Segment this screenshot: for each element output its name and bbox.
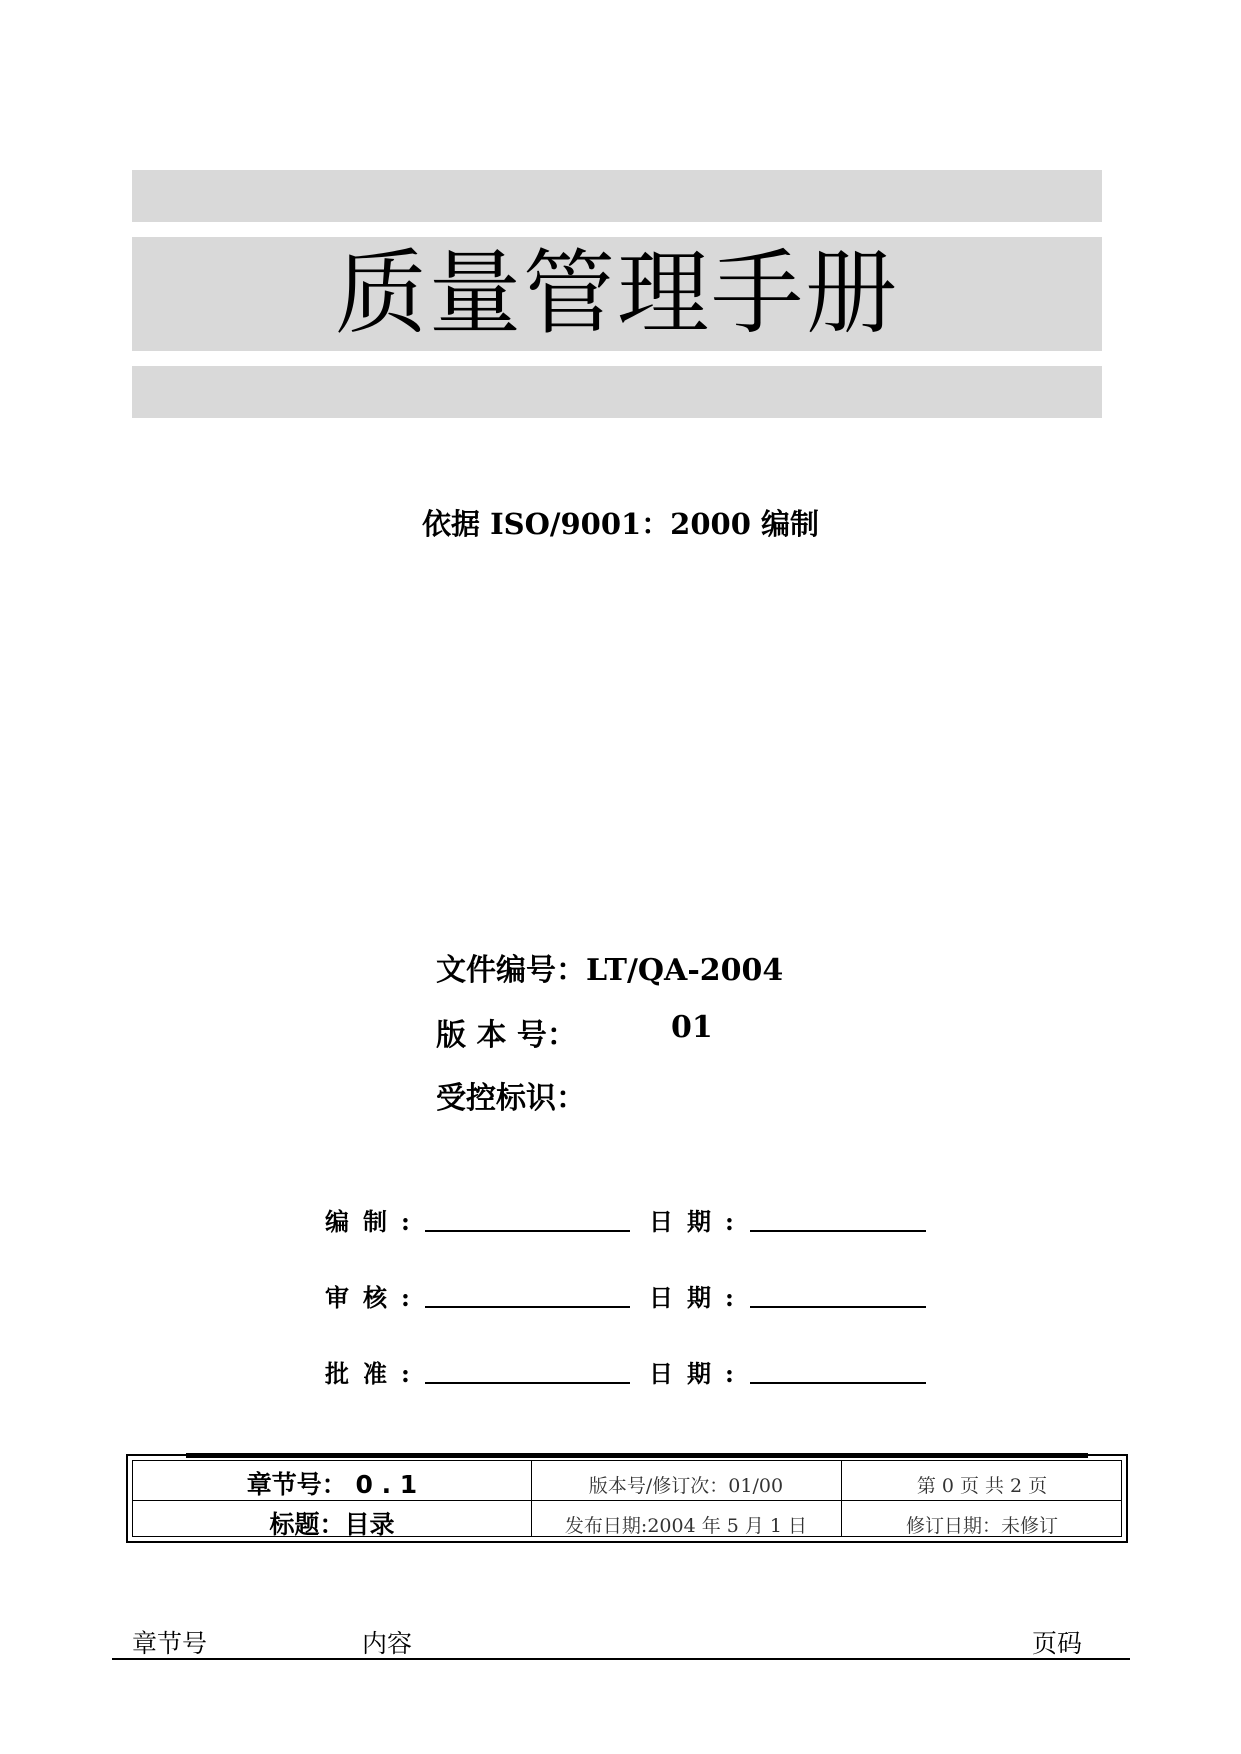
reviewed-line	[425, 1306, 630, 1308]
title-band	[132, 237, 1102, 351]
standard-basis: 依据 ISO/9001：2000 编制	[422, 507, 819, 541]
header-table	[126, 1454, 1128, 1543]
chapter-number: 章节号： 0 . 1	[246, 1470, 418, 1499]
document-title: 质量管理手册	[334, 240, 899, 347]
reviewed-date-label: 日期:	[649, 1283, 748, 1312]
approved-line	[425, 1382, 630, 1384]
signature-row-prepared	[325, 1198, 945, 1238]
issue-date: 发布日期:2004 年 5 月 1 日	[564, 1515, 808, 1537]
page-indicator: 第 0 页 共 2 页	[916, 1475, 1048, 1497]
toc-page-label: 页码	[1032, 1629, 1083, 1658]
file-number-row	[436, 945, 783, 989]
approved-date-label: 日期:	[649, 1359, 748, 1388]
version-label: 版 本 号：	[436, 1018, 577, 1053]
file-number-value: LT/QA-2004	[586, 953, 784, 988]
prepared-line	[425, 1230, 630, 1232]
toc-chapter-label: 章节号	[132, 1629, 208, 1658]
header-table-inner	[132, 1460, 1122, 1537]
prepared-label: 编制:	[325, 1207, 424, 1236]
control-row	[436, 1073, 586, 1117]
title-band-bottom	[132, 366, 1102, 418]
control-label: 受控标识：	[436, 1081, 586, 1116]
version-row	[436, 1010, 713, 1054]
approved-date-line	[750, 1382, 926, 1384]
reviewed-date-line	[750, 1306, 926, 1308]
signature-row-reviewed	[325, 1274, 945, 1314]
approved-label: 批准:	[325, 1359, 424, 1388]
revision-date: 修订日期：未修订	[905, 1515, 1058, 1537]
reviewed-label: 审核:	[325, 1283, 424, 1312]
toc-header	[112, 1620, 1130, 1660]
section-title: 标题：目录	[269, 1510, 395, 1539]
toc-content-label: 内容	[362, 1629, 413, 1658]
title-band-top	[132, 170, 1102, 222]
version-revision: 版本号/修订次：01/00	[588, 1475, 784, 1497]
signature-row-approved	[325, 1350, 945, 1390]
prepared-date-label: 日期:	[649, 1207, 748, 1236]
file-number-label: 文件编号：	[436, 953, 586, 988]
version-value: 01	[671, 1010, 713, 1045]
prepared-date-line	[750, 1230, 926, 1232]
